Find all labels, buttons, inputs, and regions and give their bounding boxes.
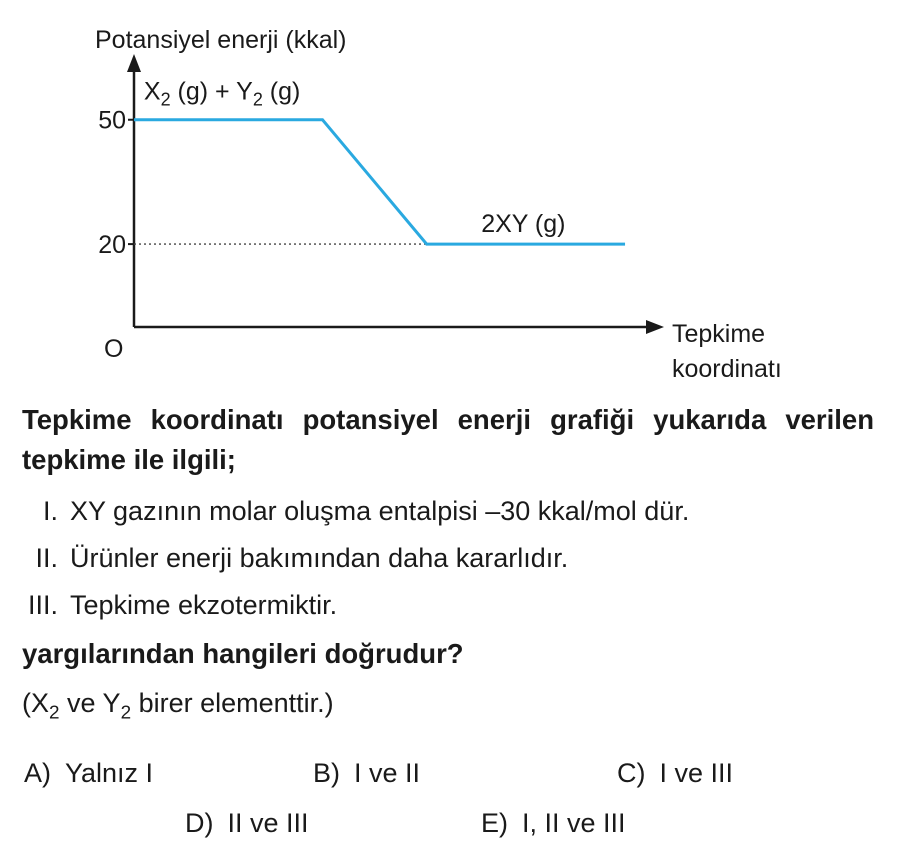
statement-text: Tepkime ekzotermiktir.: [70, 590, 338, 620]
answer-text: II ve III: [227, 808, 309, 838]
statement-number: III.: [27, 590, 58, 620]
note-subscript: 2: [120, 702, 132, 724]
answer-letter: A): [24, 758, 51, 788]
note-part: ve Y: [59, 688, 121, 718]
y-tick-label: 50: [98, 106, 126, 135]
statement-2: [0, 541, 568, 575]
x-axis-label-line-2: koordinatı: [672, 355, 782, 383]
note-subscript: 2: [49, 702, 60, 724]
question-ending: yargılarından hangileri doğrudur?: [22, 638, 464, 669]
note-part: (X: [22, 688, 49, 718]
x-axis-arrow: [646, 320, 664, 334]
statement-3: [0, 588, 337, 622]
x-axis-label-line-1: Tepkime: [672, 320, 766, 348]
y-axis-label: Potansiyel enerji (kkal): [95, 26, 347, 54]
note-part: birer elementtir.): [131, 688, 334, 718]
answer-a[interactable]: [24, 758, 153, 789]
annotation-products: 2XY (g): [481, 210, 566, 239]
statement-number: I.: [42, 496, 58, 526]
answer-text: I, II ve III: [522, 808, 626, 838]
y-axis-arrow: [127, 54, 141, 72]
answer-text: Yalnız I: [65, 758, 154, 788]
origin-label: O: [104, 335, 124, 363]
answer-e[interactable]: [481, 808, 626, 839]
answer-letter: E): [481, 808, 508, 838]
question-stem: Tepkime koordinatı potansiyel enerji grafiği yukarıda verilen tepkime ile ilgili;: [22, 404, 874, 475]
energy-diagram: [0, 0, 898, 392]
statement-1: [0, 494, 689, 528]
statement-number: II.: [35, 543, 58, 573]
answer-b[interactable]: [313, 758, 420, 789]
answer-letter: D): [185, 808, 214, 838]
statement-text: Ürünler enerji bakımından daha kararlıdır.: [70, 543, 569, 573]
answer-text: I ve II: [354, 758, 421, 788]
answer-letter: C): [617, 758, 646, 788]
annotation-reactants: X2 (g) + Y2 (g): [143, 77, 301, 110]
answer-letter: B): [313, 758, 340, 788]
x-axis-label: [672, 320, 782, 383]
answer-c[interactable]: [617, 758, 733, 789]
question-note: [22, 688, 334, 724]
y-tick-label: 20: [98, 231, 126, 260]
answer-d[interactable]: [185, 808, 309, 839]
answer-text: I ve III: [659, 758, 734, 788]
statement-text: XY gazının molar oluşma entalpisi –30 kkal/mol dür.: [70, 496, 690, 526]
